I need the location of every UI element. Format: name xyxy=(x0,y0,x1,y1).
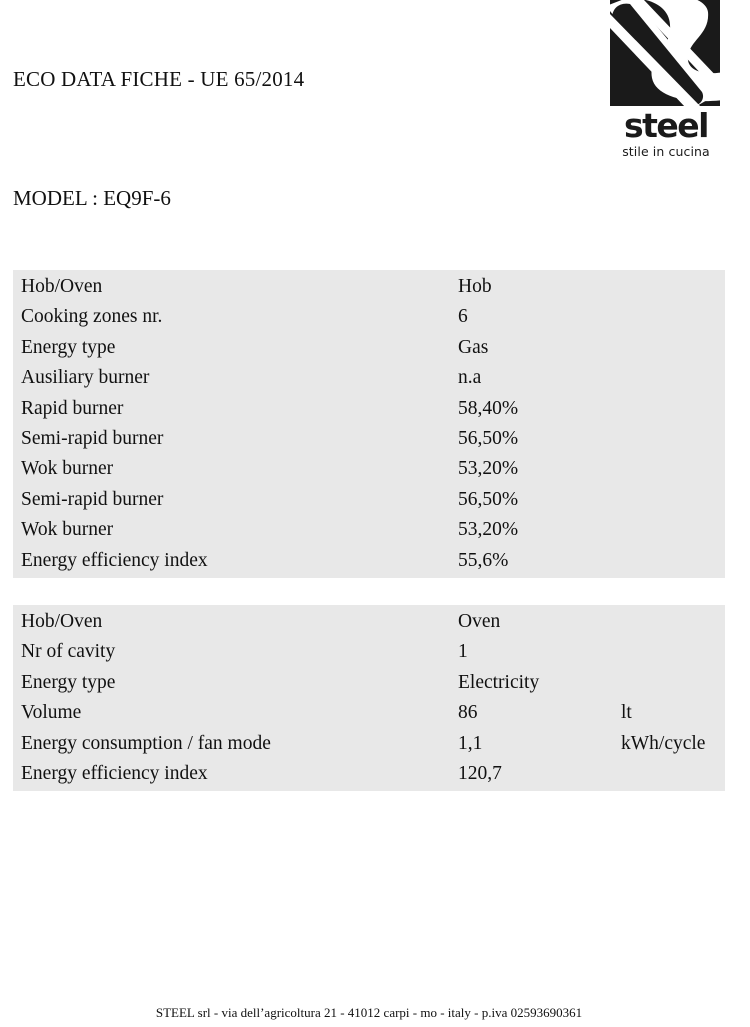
table-row xyxy=(13,729,725,759)
row-label: Energy consumption / fan mode xyxy=(21,732,271,754)
table-row xyxy=(13,394,725,424)
row-unit: lt xyxy=(621,702,632,724)
row-value: 1 xyxy=(458,641,468,663)
row-value: n.a xyxy=(458,367,482,389)
row-value: Electricity xyxy=(458,671,540,693)
row-value: 56,50% xyxy=(458,427,519,449)
row-label: Volume xyxy=(21,702,82,724)
row-value: 6 xyxy=(458,306,468,328)
row-unit: kWh/cycle xyxy=(621,732,706,754)
table-row xyxy=(13,607,725,637)
table-row xyxy=(13,363,725,393)
row-value: 55,6% xyxy=(458,549,509,571)
row-label: Wok burner xyxy=(21,519,114,541)
table-row xyxy=(13,302,725,332)
row-label: Nr of cavity xyxy=(21,641,116,663)
row-value: 58,40% xyxy=(458,397,519,419)
row-value: Hob xyxy=(458,276,492,297)
table-row xyxy=(13,637,725,667)
logo-tagline: stile in cucina xyxy=(622,144,710,159)
row-label: Energy type xyxy=(21,671,116,693)
logo-wordmark: steel xyxy=(624,106,708,145)
table-row xyxy=(13,546,725,576)
row-value: 53,20% xyxy=(458,458,519,480)
table-row xyxy=(13,759,725,789)
table-row xyxy=(13,668,725,698)
table-row xyxy=(13,424,725,454)
row-label: Energy type xyxy=(21,336,116,358)
row-label: Wok burner xyxy=(21,458,114,480)
table-row xyxy=(13,272,725,302)
table-row xyxy=(13,698,725,728)
row-value: 86 xyxy=(458,702,478,724)
row-value: 53,20% xyxy=(458,519,519,541)
document-title: ECO DATA FICHE - UE 65/2014 xyxy=(13,67,305,91)
table-row xyxy=(13,515,725,545)
row-label: Ausiliary burner xyxy=(21,367,150,389)
row-value: Gas xyxy=(458,336,489,358)
steel-logo xyxy=(610,0,722,162)
row-label: Semi-rapid burner xyxy=(21,488,164,510)
row-label: Semi-rapid burner xyxy=(21,427,164,449)
row-label: Hob/Oven xyxy=(21,611,103,632)
company-footer: STEEL srl - via dell’agricoltura 21 - 41012 carpi - mo - italy - p.iva 02593690361 xyxy=(155,1005,583,1020)
steel-logo-mark xyxy=(610,0,722,108)
oven-data-table xyxy=(13,605,725,791)
row-label: Energy efficiency index xyxy=(21,762,208,784)
row-label: Rapid burner xyxy=(21,397,124,419)
hob-data-table xyxy=(13,270,725,578)
row-label: Cooking zones nr. xyxy=(21,306,163,328)
table-row xyxy=(13,333,725,363)
table-row xyxy=(13,454,725,484)
row-value: 120,7 xyxy=(458,762,502,784)
model-label: MODEL : EQ9F-6 xyxy=(13,186,171,210)
table-row xyxy=(13,485,725,515)
row-label: Energy efficiency index xyxy=(21,549,208,571)
row-label: Hob/Oven xyxy=(21,276,103,297)
row-value: Oven xyxy=(458,611,501,632)
row-value: 56,50% xyxy=(458,488,519,510)
row-value: 1,1 xyxy=(458,732,483,754)
